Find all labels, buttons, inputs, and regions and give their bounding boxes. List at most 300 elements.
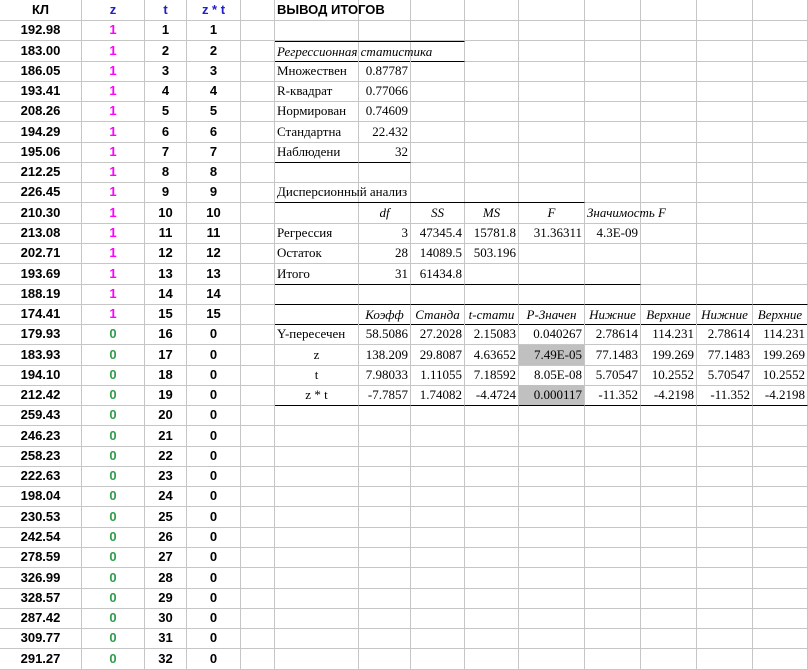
coef-cell[interactable]: 7.49E-05	[519, 345, 585, 366]
z-value[interactable]: 0	[82, 446, 145, 467]
t-value[interactable]: 10	[145, 203, 187, 224]
z-value[interactable]: 1	[82, 203, 145, 224]
coef-cell[interactable]: 7.98033	[359, 365, 411, 386]
t-value[interactable]: 30	[145, 608, 187, 629]
grid-cell	[697, 466, 753, 487]
regression-stat-value[interactable]: 32	[359, 142, 411, 163]
grid-cell	[465, 486, 519, 507]
kl-value[interactable]: 210.30	[0, 203, 82, 224]
anova-cell[interactable]	[519, 243, 585, 264]
grid-cell	[359, 466, 411, 487]
t-value[interactable]: 23	[145, 466, 187, 487]
anova-cell[interactable]: 61434.8	[411, 264, 465, 285]
anova-cell[interactable]: 4.3E-09	[585, 223, 641, 244]
t-value[interactable]: 15	[145, 304, 187, 325]
regression-stat-value[interactable]: 22.432	[359, 122, 411, 143]
anova-cell[interactable]	[519, 264, 585, 285]
kl-value[interactable]: 195.06	[0, 142, 82, 163]
coef-cell[interactable]: 8.05E-08	[519, 365, 585, 386]
grid-cell	[465, 426, 519, 447]
kl-value[interactable]: 193.41	[0, 81, 82, 102]
coef-header-3[interactable]: t-стати	[465, 304, 519, 325]
t-value[interactable]: 6	[145, 122, 187, 143]
t-value[interactable]: 14	[145, 284, 187, 305]
anova-cell[interactable]: Итого	[275, 264, 359, 285]
kl-value[interactable]: 246.23	[0, 426, 82, 447]
grid-cell	[753, 426, 808, 447]
kl-value[interactable]: 194.10	[0, 365, 82, 386]
z-value[interactable]: 1	[82, 20, 145, 41]
grid-cell	[753, 588, 808, 609]
kl-value[interactable]: 192.98	[0, 20, 82, 41]
zt-value[interactable]: 1	[187, 20, 241, 41]
grid-cell	[585, 0, 641, 21]
grid-cell	[641, 81, 697, 102]
coef-cell[interactable]: -7.7857	[359, 385, 411, 406]
kl-value[interactable]: 186.05	[0, 61, 82, 82]
zt-value[interactable]: 10	[187, 203, 241, 224]
t-value[interactable]: 17	[145, 345, 187, 366]
kl-value[interactable]: 291.27	[0, 649, 82, 670]
t-value[interactable]: 26	[145, 527, 187, 548]
coef-cell[interactable]: 114.231	[641, 324, 697, 345]
z-value[interactable]: 1	[82, 41, 145, 62]
kl-value[interactable]: 183.00	[0, 41, 82, 62]
grid-cell	[519, 142, 585, 163]
anova-header-4[interactable]: F	[519, 203, 585, 224]
coef-cell[interactable]: 5.70547	[585, 365, 641, 386]
anova-title[interactable]: Дисперсионный анализ	[275, 182, 585, 203]
grid-cell	[359, 405, 411, 426]
grid-cell	[585, 142, 641, 163]
coef-header-1[interactable]: Коэфф	[359, 304, 411, 325]
grid-cell	[585, 547, 641, 568]
t-value[interactable]: 21	[145, 426, 187, 447]
coef-cell[interactable]: 2.78614	[585, 324, 641, 345]
grid-cell	[519, 284, 585, 305]
z-value[interactable]: 0	[82, 547, 145, 568]
anova-header-3[interactable]: MS	[465, 203, 519, 224]
z-value[interactable]: 1	[82, 223, 145, 244]
grid-cell	[465, 101, 519, 122]
t-value[interactable]: 29	[145, 588, 187, 609]
grid-cell	[641, 162, 697, 183]
coef-cell[interactable]: 77.1483	[585, 345, 641, 366]
grid-cell	[753, 568, 808, 589]
grid-cell	[753, 142, 808, 163]
anova-cell[interactable]	[465, 264, 519, 285]
kl-value[interactable]: 174.41	[0, 304, 82, 325]
anova-cell[interactable]: 14089.5	[411, 243, 465, 264]
zt-value[interactable]: 5	[187, 101, 241, 122]
grid-cell	[753, 0, 808, 21]
anova-header-1[interactable]: df	[359, 203, 411, 224]
regression-stat-label[interactable]: R-квадрат	[275, 81, 359, 102]
t-value[interactable]: 31	[145, 628, 187, 649]
grid-cell	[359, 649, 411, 670]
grid-cell	[359, 568, 411, 589]
grid-cell	[241, 547, 275, 568]
anova-header-0[interactable]	[275, 203, 359, 224]
kl-value[interactable]: 309.77	[0, 628, 82, 649]
coef-cell[interactable]: 10.2552	[753, 365, 808, 386]
zt-value[interactable]: 12	[187, 243, 241, 264]
zt-value[interactable]: 0	[187, 345, 241, 366]
z-value[interactable]: 1	[82, 304, 145, 325]
zt-value[interactable]: 0	[187, 405, 241, 426]
regression-stats-title[interactable]: Регрессионная статистика	[275, 41, 465, 62]
kl-value[interactable]: 179.93	[0, 324, 82, 345]
t-value[interactable]: 7	[145, 142, 187, 163]
grid-cell	[697, 588, 753, 609]
kl-value[interactable]: 258.23	[0, 446, 82, 467]
kl-value[interactable]: 198.04	[0, 486, 82, 507]
kl-value[interactable]: 213.08	[0, 223, 82, 244]
coef-cell[interactable]: t	[275, 365, 359, 386]
t-value[interactable]: 5	[145, 101, 187, 122]
coef-cell[interactable]: 77.1483	[697, 345, 753, 366]
zt-value[interactable]: 0	[187, 608, 241, 629]
zt-value[interactable]: 0	[187, 628, 241, 649]
regression-stat-value[interactable]: 0.87787	[359, 61, 411, 82]
z-value[interactable]: 0	[82, 426, 145, 447]
regression-stat-label[interactable]: Стандартна	[275, 122, 359, 143]
grid-cell	[519, 527, 585, 548]
t-value[interactable]: 1	[145, 20, 187, 41]
z-value[interactable]: 0	[82, 527, 145, 548]
z-value[interactable]: 1	[82, 122, 145, 143]
kl-value[interactable]: 208.26	[0, 101, 82, 122]
grid-cell	[465, 446, 519, 467]
zt-value[interactable]: 13	[187, 264, 241, 285]
grid-cell	[519, 20, 585, 41]
z-value[interactable]: 1	[82, 284, 145, 305]
coef-cell[interactable]: 0.000117	[519, 385, 585, 406]
grid-cell	[241, 122, 275, 143]
regression-stat-label[interactable]: Нормирован	[275, 101, 359, 122]
grid-cell	[241, 61, 275, 82]
grid-cell	[697, 203, 753, 224]
anova-cell[interactable]: 31	[359, 264, 411, 285]
grid-cell	[465, 507, 519, 528]
z-value[interactable]: 0	[82, 507, 145, 528]
kl-value[interactable]: 287.42	[0, 608, 82, 629]
grid-cell	[241, 628, 275, 649]
grid-cell	[585, 446, 641, 467]
z-value[interactable]: 1	[82, 61, 145, 82]
zt-value[interactable]: 0	[187, 365, 241, 386]
anova-cell[interactable]: Регрессия	[275, 223, 359, 244]
zt-value[interactable]: 14	[187, 284, 241, 305]
t-value[interactable]: 2	[145, 41, 187, 62]
z-value[interactable]: 0	[82, 568, 145, 589]
t-value[interactable]: 32	[145, 649, 187, 670]
coef-header-8[interactable]: Верхние	[753, 304, 808, 325]
grid-cell	[753, 243, 808, 264]
grid-cell	[241, 527, 275, 548]
z-value[interactable]: 0	[82, 385, 145, 406]
regression-stat-label[interactable]: Наблюдени	[275, 142, 359, 163]
grid-cell	[641, 101, 697, 122]
t-value[interactable]: 3	[145, 61, 187, 82]
z-value[interactable]: 1	[82, 182, 145, 203]
kl-value[interactable]: 212.25	[0, 162, 82, 183]
grid-cell	[519, 608, 585, 629]
coef-cell[interactable]: 29.8087	[411, 345, 465, 366]
t-value[interactable]: 22	[145, 446, 187, 467]
anova-cell[interactable]: Остаток	[275, 243, 359, 264]
grid-cell	[411, 649, 465, 670]
output-title[interactable]: ВЫВОД ИТОГОВ	[275, 0, 465, 21]
grid-cell	[753, 122, 808, 143]
coef-cell[interactable]: -4.2198	[753, 385, 808, 406]
t-value[interactable]: 18	[145, 365, 187, 386]
grid-cell	[585, 162, 641, 183]
column-header-0[interactable]: КЛ	[0, 0, 82, 21]
zt-value[interactable]: 6	[187, 122, 241, 143]
coef-cell[interactable]: z * t	[275, 385, 359, 406]
coef-cell[interactable]: 7.18592	[465, 365, 519, 386]
coef-cell[interactable]: 1.11055	[411, 365, 465, 386]
z-value[interactable]: 0	[82, 588, 145, 609]
zt-value[interactable]: 7	[187, 142, 241, 163]
grid-cell	[519, 547, 585, 568]
t-value[interactable]: 19	[145, 385, 187, 406]
grid-cell	[241, 162, 275, 183]
grid-cell	[275, 446, 359, 467]
t-value[interactable]: 9	[145, 182, 187, 203]
t-value[interactable]: 8	[145, 162, 187, 183]
grid-cell	[411, 101, 465, 122]
anova-cell[interactable]: 31.36311	[519, 223, 585, 244]
z-value[interactable]: 0	[82, 649, 145, 670]
grid-cell	[519, 0, 585, 21]
coef-cell[interactable]: 0.040267	[519, 324, 585, 345]
z-value[interactable]: 0	[82, 608, 145, 629]
grid-cell	[585, 527, 641, 548]
grid-cell	[753, 527, 808, 548]
zt-value[interactable]: 0	[187, 527, 241, 548]
anova-cell[interactable]: 47345.4	[411, 223, 465, 244]
coef-cell[interactable]: z	[275, 345, 359, 366]
zt-value[interactable]: 0	[187, 466, 241, 487]
grid-cell	[241, 20, 275, 41]
anova-cell[interactable]: 15781.8	[465, 223, 519, 244]
coef-cell[interactable]: 1.74082	[411, 385, 465, 406]
kl-value[interactable]: 212.42	[0, 385, 82, 406]
grid-cell	[241, 324, 275, 345]
grid-cell	[275, 426, 359, 447]
grid-cell	[641, 588, 697, 609]
z-value[interactable]: 1	[82, 243, 145, 264]
kl-value[interactable]: 194.29	[0, 122, 82, 143]
t-value[interactable]: 24	[145, 486, 187, 507]
zt-value[interactable]: 0	[187, 649, 241, 670]
grid-cell	[697, 61, 753, 82]
grid-cell	[359, 547, 411, 568]
grid-cell	[359, 284, 411, 305]
t-value[interactable]: 13	[145, 264, 187, 285]
grid-cell	[697, 608, 753, 629]
zt-value[interactable]: 0	[187, 486, 241, 507]
z-value[interactable]: 1	[82, 264, 145, 285]
grid-cell	[241, 588, 275, 609]
zt-value[interactable]: 0	[187, 446, 241, 467]
grid-cell	[641, 142, 697, 163]
grid-cell	[275, 162, 359, 183]
anova-cell[interactable]: 3	[359, 223, 411, 244]
z-value[interactable]: 1	[82, 162, 145, 183]
zt-value[interactable]: 3	[187, 61, 241, 82]
kl-value[interactable]: 183.93	[0, 345, 82, 366]
coef-header-4[interactable]: P-Значен	[519, 304, 585, 325]
grid-cell	[585, 61, 641, 82]
coef-header-0[interactable]	[275, 304, 359, 325]
zt-value[interactable]: 0	[187, 507, 241, 528]
grid-cell	[641, 41, 697, 62]
column-header-3[interactable]: z * t	[187, 0, 241, 21]
coef-header-6[interactable]: Верхние	[641, 304, 697, 325]
t-value[interactable]: 4	[145, 81, 187, 102]
grid-cell	[697, 0, 753, 21]
zt-value[interactable]: 0	[187, 324, 241, 345]
coef-cell[interactable]: 199.269	[753, 345, 808, 366]
coef-cell[interactable]: -11.352	[697, 385, 753, 406]
zt-value[interactable]: 8	[187, 162, 241, 183]
coef-cell[interactable]: 58.5086	[359, 324, 411, 345]
grid-cell	[753, 608, 808, 629]
kl-value[interactable]: 259.43	[0, 405, 82, 426]
coef-cell[interactable]: 10.2552	[641, 365, 697, 386]
zt-value[interactable]: 11	[187, 223, 241, 244]
coef-cell[interactable]: 2.15083	[465, 324, 519, 345]
grid-cell	[641, 466, 697, 487]
t-value[interactable]: 27	[145, 547, 187, 568]
coef-cell[interactable]: -4.4724	[465, 385, 519, 406]
coef-cell[interactable]: Y-пересечен	[275, 324, 359, 345]
grid-cell	[519, 649, 585, 670]
grid-cell	[359, 20, 411, 41]
grid-cell	[641, 243, 697, 264]
grid-cell	[241, 446, 275, 467]
zt-value[interactable]: 0	[187, 547, 241, 568]
anova-header-5[interactable]: Значимость F	[585, 203, 641, 224]
coef-cell[interactable]: 2.78614	[697, 324, 753, 345]
t-value[interactable]: 16	[145, 324, 187, 345]
grid-cell	[411, 527, 465, 548]
zt-value[interactable]: 0	[187, 385, 241, 406]
coef-cell[interactable]: -4.2198	[641, 385, 697, 406]
z-value[interactable]: 0	[82, 466, 145, 487]
grid-cell	[585, 122, 641, 143]
zt-value[interactable]: 15	[187, 304, 241, 325]
zt-value[interactable]: 4	[187, 81, 241, 102]
anova-header-2[interactable]: SS	[411, 203, 465, 224]
kl-value[interactable]: 226.45	[0, 182, 82, 203]
grid-cell	[585, 507, 641, 528]
anova-cell[interactable]: 28	[359, 243, 411, 264]
grid-cell	[697, 41, 753, 62]
grid-cell	[697, 101, 753, 122]
z-value[interactable]: 0	[82, 345, 145, 366]
grid-cell	[697, 507, 753, 528]
grid-cell	[241, 345, 275, 366]
kl-value[interactable]: 222.63	[0, 466, 82, 487]
grid-cell	[465, 0, 519, 21]
kl-value[interactable]: 328.57	[0, 588, 82, 609]
regression-stat-value[interactable]: 0.74609	[359, 101, 411, 122]
z-value[interactable]: 0	[82, 628, 145, 649]
zt-value[interactable]: 2	[187, 41, 241, 62]
coef-cell[interactable]: -11.352	[585, 385, 641, 406]
grid-cell	[641, 446, 697, 467]
z-value[interactable]: 0	[82, 486, 145, 507]
grid-cell	[465, 588, 519, 609]
z-value[interactable]: 1	[82, 101, 145, 122]
zt-value[interactable]: 0	[187, 588, 241, 609]
coef-cell[interactable]: 27.2028	[411, 324, 465, 345]
regression-stat-value[interactable]: 0.77066	[359, 81, 411, 102]
grid-cell	[519, 568, 585, 589]
t-value[interactable]: 20	[145, 405, 187, 426]
grid-cell	[519, 101, 585, 122]
kl-value[interactable]: 188.19	[0, 284, 82, 305]
kl-value[interactable]: 326.99	[0, 568, 82, 589]
kl-value[interactable]: 193.69	[0, 264, 82, 285]
grid-cell	[465, 547, 519, 568]
coef-header-2[interactable]: Станда	[411, 304, 465, 325]
t-value[interactable]: 25	[145, 507, 187, 528]
zt-value[interactable]: 0	[187, 426, 241, 447]
anova-cell[interactable]	[585, 264, 641, 285]
t-value[interactable]: 11	[145, 223, 187, 244]
z-value[interactable]: 1	[82, 142, 145, 163]
coef-cell[interactable]: 199.269	[641, 345, 697, 366]
t-value[interactable]: 12	[145, 243, 187, 264]
zt-value[interactable]: 9	[187, 182, 241, 203]
anova-cell[interactable]: 503.196	[465, 243, 519, 264]
coef-cell[interactable]: 138.209	[359, 345, 411, 366]
grid-cell	[411, 426, 465, 447]
kl-value[interactable]: 242.54	[0, 527, 82, 548]
grid-cell	[519, 61, 585, 82]
column-header-2[interactable]: t	[145, 0, 187, 21]
column-header-1[interactable]: z	[82, 0, 145, 21]
t-value[interactable]: 28	[145, 568, 187, 589]
grid-cell	[697, 568, 753, 589]
z-value[interactable]: 1	[82, 81, 145, 102]
z-value[interactable]: 0	[82, 324, 145, 345]
coef-cell[interactable]: 4.63652	[465, 345, 519, 366]
kl-value[interactable]: 202.71	[0, 243, 82, 264]
kl-value[interactable]: 230.53	[0, 507, 82, 528]
z-value[interactable]: 0	[82, 405, 145, 426]
kl-value[interactable]: 278.59	[0, 547, 82, 568]
grid-cell	[753, 162, 808, 183]
grid-cell	[641, 527, 697, 548]
regression-stat-label[interactable]: Множествен	[275, 61, 359, 82]
coef-header-5[interactable]: Нижние	[585, 304, 641, 325]
grid-cell	[641, 547, 697, 568]
z-value[interactable]: 0	[82, 365, 145, 386]
grid-cell	[641, 426, 697, 447]
coef-cell[interactable]: 5.70547	[697, 365, 753, 386]
anova-cell[interactable]	[585, 243, 641, 264]
zt-value[interactable]: 0	[187, 568, 241, 589]
coef-header-7[interactable]: Нижние	[697, 304, 753, 325]
grid-cell	[241, 486, 275, 507]
coef-cell[interactable]: 114.231	[753, 324, 808, 345]
